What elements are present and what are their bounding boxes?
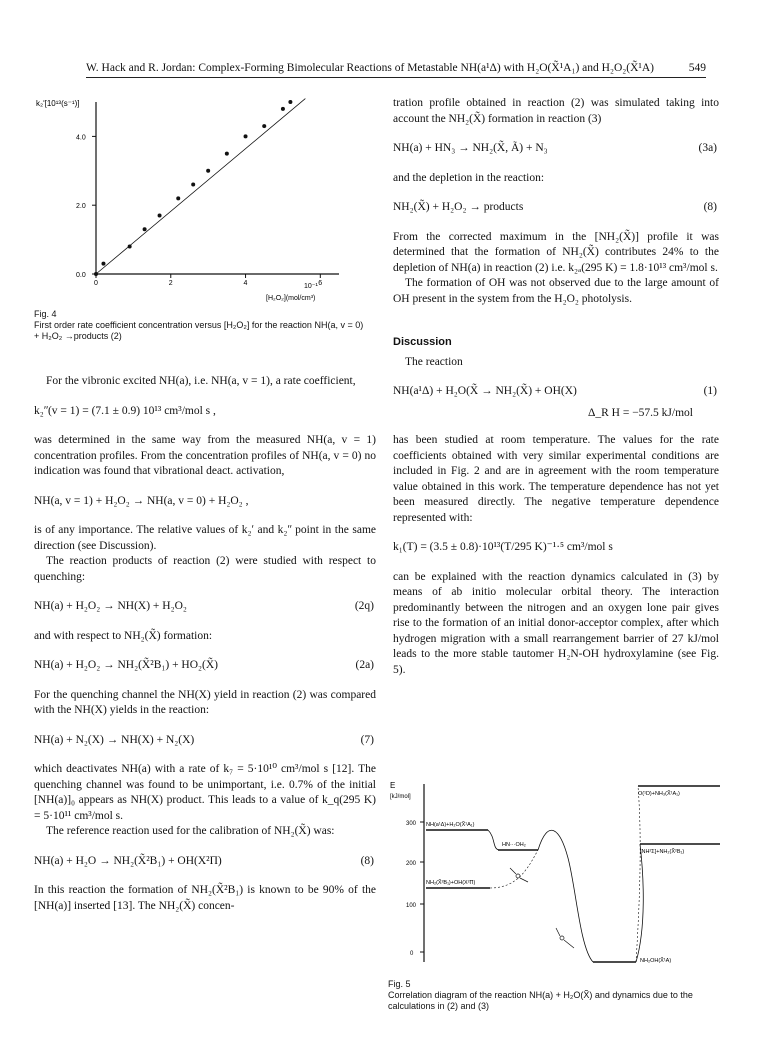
- paragraph: can be explained with the reaction dynamics calculated in (3) by means of ab initio molecular orbital theory. The interaction predominantly between the nitrogen and an oxygen lone pair gives rise to the formation of an initial donor-acceptor complex, after which hydrogen migration with a small rearrangement barrier of 27 kJ/mol leads to the more stable tautomer H₂N-OH hydroxylamine (see Fig. 5).: [393, 570, 719, 676]
- fig5-label: Fig. 5: [388, 979, 411, 989]
- fig4-data-point: [176, 196, 180, 200]
- fig5-ytick: 0: [410, 951, 414, 957]
- molecule-sketch: [510, 868, 574, 948]
- fig4-data-point: [206, 169, 210, 173]
- fig5-diagram: [388, 778, 722, 974]
- path-top: [636, 786, 640, 962]
- fig4-ytick-label: 4.0: [76, 134, 86, 142]
- equation: [34, 494, 376, 510]
- equation-number: (8): [360, 854, 374, 867]
- fig4-xtick-label: 4: [243, 280, 248, 287]
- equation: [34, 854, 376, 870]
- fig4-caption: First order rate coefficient concentration versus [H₂O₂] for the reaction NH(a, v = 0) + H₂O₂ →products (2): [34, 320, 364, 341]
- figure-4: [34, 88, 364, 341]
- equation-text: k₁(T) = (3.5 ± 0.8)·10¹³(T/295 K)⁻¹·⁵ cm³/mol s: [393, 541, 613, 553]
- fig4-data-point: [94, 272, 98, 276]
- fig4-chart: [34, 88, 364, 308]
- fig5-yunit: [kJ/mol]: [390, 794, 411, 800]
- paragraph: In this reaction the formation of NH₂(X̃²B₁) is known to be 90% of the [NH(a)] inserted [13]. The NH₂(X̃) concen-: [34, 884, 376, 912]
- fig4-ytick-label: 2.0: [76, 203, 86, 211]
- level-min-label: NH₂OH(X̃¹A): [640, 958, 672, 964]
- left-column: [34, 374, 376, 914]
- equation-text: NH(a) + HN₃ → NH₂(X̃, Ã) + N₃: [393, 142, 548, 154]
- paragraph: and with respect to NH₂(X̃) formation:: [34, 629, 213, 642]
- equation: [393, 540, 719, 556]
- fig5-caption: Correlation diagram of the reaction NH(a) + H₂O(X̃) and dynamics due to the calculations in (2) and (3): [388, 990, 693, 1011]
- right-column: [393, 96, 719, 678]
- level-right-label: [NH²Σ]+NH₂(X̃²B₁): [640, 849, 685, 855]
- fig4-xtick-label: 2: [168, 280, 173, 287]
- fig4-data-point: [281, 107, 285, 111]
- level-start-label: NH(a¹Δ)+H₂O(X̃¹A₁): [426, 822, 475, 828]
- equation-text: NH(a) + H₂O → NH₂(X̃²B₁) + OH(X²Π): [34, 854, 222, 867]
- fig4-xlabel: [H₂O₂](mol/cm³): [266, 295, 316, 302]
- paragraph: was determined in the same way from the measured NH(a, v = 1) concentration profiles. From the concentration profiles of NH(a, v = 0) no indication was found that vibrational deact. activation,: [34, 434, 376, 477]
- equation-number: (7): [360, 733, 374, 746]
- level-products-label: NH₂(X̃²B₁)+OH(X²Π): [426, 880, 476, 886]
- fig4-data-point: [101, 262, 105, 266]
- fig4-label: Fig. 4: [34, 309, 57, 319]
- equation: [34, 404, 376, 420]
- equation-text: NH(a) + H₂O₂ → NH(X) + H₂O₂: [34, 600, 187, 612]
- equation: [393, 141, 719, 157]
- running-header: [86, 62, 706, 78]
- figure-5: [388, 778, 722, 1011]
- equation-text: NH(a¹Δ) + H₂O(X̃ → NH₂(X̃) + OH(X): [393, 385, 577, 397]
- fig4-data-point: [158, 214, 162, 218]
- fig4-data-point: [244, 134, 248, 138]
- path-products: [490, 850, 538, 888]
- equation-number: (2a): [355, 659, 374, 671]
- fig5-ytick: 200: [406, 861, 417, 867]
- paragraph: has been studied at room temperature. The values for the rate coefficients obtained with very similar experimental conditions are included in Fig. 2 and are in agreement with the room temperature value obtained in this work. The temperature dependence has not yet been measured directly. The negative temperature dependence represented with:: [393, 434, 719, 524]
- section-heading: Discussion: [393, 336, 452, 348]
- equation: [393, 200, 719, 216]
- paragraph: The formation of OH was not observed due to the large amount of OH present in the system from the H₂O₂ photolysis.: [393, 277, 719, 305]
- level-top-label: O(¹D)+NH₃(X̃¹A₁): [638, 791, 680, 797]
- level-complex-label: HN···OH₂: [502, 842, 526, 848]
- fig4-ylabel: k₂ʹ[10¹³(s⁻¹)]: [36, 99, 80, 108]
- fig4-xtick-label: 6: [318, 280, 323, 287]
- paragraph: The reaction products of reaction (2) were studied with respect to quenching:: [34, 555, 376, 583]
- path-barrier: [538, 830, 593, 962]
- fig4-data-point: [143, 227, 147, 231]
- equation-number: (1): [703, 385, 717, 397]
- equation-text: NH(a) + H₂O₂ → NH₂(X̃²B₁) + HO₂(X̃): [34, 659, 219, 671]
- paragraph: For the quenching channel the NH(X) yield in reaction (2) was compared with the NH(X) yields in the reaction:: [34, 688, 376, 716]
- paragraph: From the corrected maximum in the [NH₂(X̃)] profile it was determined that the formation of NH₂(X̃) contributes 24% to the depletion of NH(a) in reaction (2) i.e. k₂ₐ(295 K) = 1.8·10¹³ cm³/mol s.: [393, 230, 719, 274]
- fig4-ytick-label: 0.0: [76, 272, 86, 279]
- header-title: W. Hack and R. Jordan: Complex-Forming Bimolecular Reactions of Metastable NH(a¹Δ) with H₂O(X̃¹A₁) and H₂O₂(X̃¹A): [86, 62, 654, 74]
- equation-enthalpy: Δ_R H = −57.5 kJ/mol: [587, 406, 693, 419]
- fig5-ytick: 100: [406, 903, 417, 909]
- fig5-ytick: 300: [406, 821, 417, 827]
- fig5-ylabel: E: [390, 781, 396, 790]
- equation-number: (3a): [698, 142, 717, 154]
- equation: [34, 658, 376, 674]
- paragraph: The reference reaction used for the calibration of NH₂(X̃) was:: [46, 825, 335, 837]
- fig4-data-point: [262, 124, 266, 128]
- fig5-yticks: [406, 821, 424, 957]
- equation-text: NH₂(X̃) + H₂O₂ → products: [393, 201, 524, 213]
- paragraph: is of any importance. The relative values of k₂ʹ and k₂ʺ point in the same direction (see Discussion).: [34, 524, 376, 552]
- equation-number: (8): [703, 201, 717, 213]
- fig4-xtick-label: 0: [94, 280, 98, 287]
- fig4-data-point: [191, 183, 195, 187]
- page-number: 549: [688, 62, 706, 74]
- paragraph: For the vibronic excited NH(a), i.e. NH(a, v = 1), a rate coefficient,: [46, 375, 356, 387]
- fig4-fit-line: [96, 99, 305, 274]
- paragraph: which deactivates NH(a) with a rate of k₇ = 5·10¹⁰ cm³/mol s [12]. The quenching channel was found to be unimportant, i.e. 0.7% of the initial [NH(a)]₀ appears as NH(X) product. This leads to a value of k_q(295 K) = 5·10¹¹ cm³/mol s.: [34, 763, 376, 822]
- fig4-data-point: [128, 244, 132, 248]
- fig4-data-point: [225, 152, 229, 156]
- equation-number: (2q): [354, 600, 374, 612]
- equation-text: NH(a, v = 1) + H₂O₂ → NH(a, v = 0) + H₂O₂ ,: [34, 494, 249, 507]
- equation-text: k₂ʺ(v = 1) = (7.1 ± 0.9) 10¹³ cm³/mol s ,: [34, 404, 216, 417]
- paragraph: and the depletion in the reaction:: [393, 171, 545, 184]
- equation: [34, 599, 376, 615]
- fig4-xunit: 10⁻¹: [304, 283, 318, 290]
- path-entry: [488, 830, 500, 850]
- paragraph: The reaction: [405, 355, 463, 368]
- equation: [393, 384, 719, 400]
- equation: [34, 733, 376, 749]
- fig4-data-point: [288, 100, 292, 104]
- paragraph: tration profile obtained in reaction (2) was simulated taking into account the NH₂(X̃) formation in reaction (3): [393, 97, 719, 125]
- equation-text: NH(a) + N₂(X) → NH(X) + N₂(X): [34, 733, 195, 746]
